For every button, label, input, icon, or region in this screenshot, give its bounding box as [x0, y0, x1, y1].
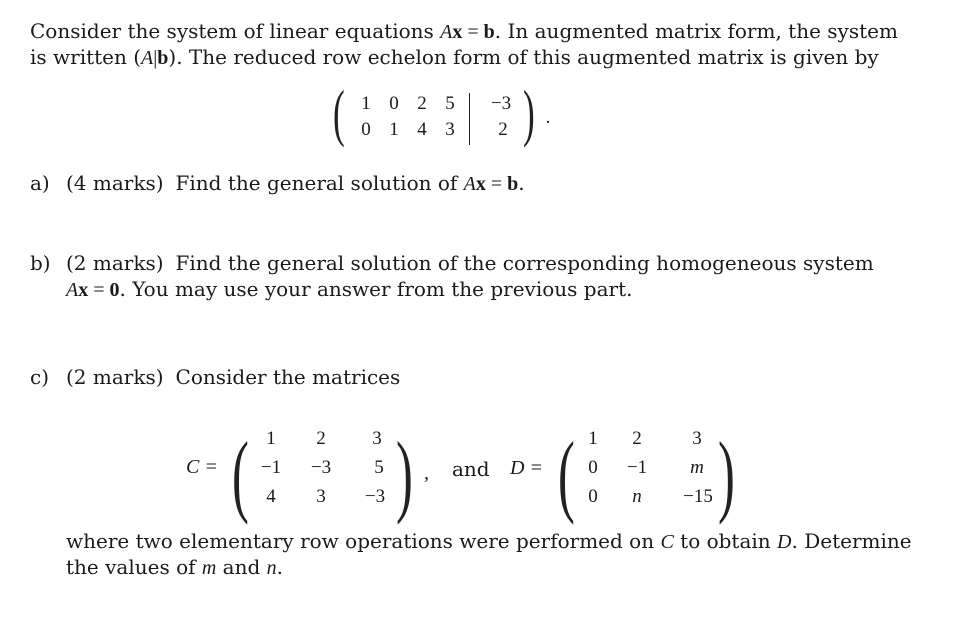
- vector-b-symbol: b: [483, 21, 495, 43]
- left-paren: (: [558, 423, 575, 525]
- intro-text: Consider the system of linear equations: [30, 19, 441, 43]
- zero-vector-symbol: 0: [109, 279, 120, 301]
- vector-x-symbol: x: [78, 279, 89, 301]
- intro-text: ). The reduced row echelon form of this augmented matrix is given by: [168, 45, 879, 69]
- matrix-cell-n: n: [632, 486, 642, 507]
- augment-bar: |: [153, 47, 158, 69]
- matrix-cell-m: m: [690, 457, 704, 478]
- marks: (2 marks): [66, 365, 164, 389]
- matrix-cell: 1: [588, 428, 598, 449]
- matrix-cell: 3: [692, 428, 702, 449]
- period: .: [276, 555, 284, 579]
- equals-sign: =: [485, 173, 508, 195]
- matrix-cell: 4: [266, 486, 276, 507]
- matrix-cell: 0: [361, 119, 371, 140]
- part-label: b): [30, 251, 51, 275]
- matrix-D-symbol: D: [777, 531, 792, 553]
- matrix-period: .: [545, 107, 551, 128]
- left-paren: (: [333, 77, 345, 148]
- matrix-A-symbol: A: [141, 47, 154, 69]
- period: .: [518, 171, 525, 195]
- matrix-cell: −3: [310, 457, 332, 478]
- matrices-c-d: [170, 422, 770, 525]
- augment-divider: [469, 93, 470, 145]
- part-c: [30, 364, 400, 390]
- question-text: where two elementary row operations were performed on: [66, 529, 661, 553]
- equals-sign: =: [462, 21, 484, 43]
- intro-line-1: [30, 18, 898, 45]
- question-text: to obtain: [673, 529, 778, 553]
- question-text: and: [216, 555, 267, 579]
- part-label: c): [30, 365, 50, 389]
- matrix-C-label: C =: [186, 456, 218, 478]
- intro-line-2: [30, 44, 879, 71]
- intro-text: is written (: [30, 45, 142, 69]
- matrix-cell: 3: [372, 428, 382, 449]
- part-c-tail-1: [66, 528, 912, 555]
- matrix-cell: 1: [266, 428, 276, 449]
- question-text: . Determine: [791, 529, 912, 553]
- variable-m: m: [201, 557, 217, 579]
- right-paren: ): [718, 423, 735, 525]
- matrix-cell: −1: [626, 457, 648, 478]
- matrix-cell: 5: [374, 457, 384, 478]
- equals-sign: =: [88, 279, 110, 301]
- part-b: [30, 250, 874, 276]
- matrix-cell: −15: [683, 486, 713, 507]
- question-text: Consider the matrices: [175, 365, 401, 389]
- vector-b-symbol: b: [157, 47, 169, 69]
- augmented-matrix: [333, 77, 563, 149]
- matrix-cell: 1: [361, 93, 371, 114]
- question-text: Find the general solution of: [175, 171, 464, 195]
- matrix-cell: 2: [417, 93, 427, 114]
- matrix-A-symbol: A: [440, 21, 453, 43]
- right-paren: ): [396, 423, 413, 525]
- part-b-line-2: [66, 276, 632, 303]
- vector-b-symbol: b: [507, 173, 519, 195]
- matrix-cell: 0: [389, 93, 399, 114]
- matrix-cell: 2: [498, 119, 508, 140]
- marks: (2 marks): [66, 251, 164, 275]
- question-text: the values of: [66, 555, 202, 579]
- matrix-A-symbol: A: [463, 173, 476, 195]
- matrix-cell: 3: [445, 119, 455, 140]
- matrix-C-symbol: C: [660, 531, 674, 553]
- right-paren: ): [523, 77, 535, 148]
- variable-n: n: [266, 557, 277, 579]
- matrix-A-symbol: A: [66, 279, 79, 301]
- matrix-cell: 4: [417, 119, 427, 140]
- intro-text: . In augmented matrix form, the system: [494, 19, 898, 43]
- part-label: a): [30, 171, 50, 195]
- matrix-cell: −1: [260, 457, 282, 478]
- vector-x-symbol: x: [452, 21, 463, 43]
- matrix-cell: 2: [316, 428, 326, 449]
- matrix-cell: 0: [588, 457, 598, 478]
- comma: ,: [424, 462, 429, 484]
- matrix-cell: 1: [389, 119, 399, 140]
- question-text: . You may use your answer from the previous part.: [119, 277, 633, 301]
- matrix-cell: 2: [632, 428, 642, 449]
- question-text: Find the general solution of the corresponding homogeneous system: [175, 251, 874, 275]
- vector-x-symbol: x: [475, 173, 486, 195]
- and-text: and: [452, 457, 490, 481]
- marks: (4 marks): [66, 171, 164, 195]
- part-c-tail-2: [66, 554, 283, 581]
- left-paren: (: [232, 423, 249, 525]
- matrix-cell: 3: [316, 486, 326, 507]
- matrix-cell: −3: [490, 93, 512, 114]
- matrix-cell: 0: [588, 486, 598, 507]
- matrix-cell: 5: [445, 93, 455, 114]
- matrix-cell: −3: [364, 486, 386, 507]
- matrix-D-label: D =: [510, 457, 543, 479]
- part-a: [30, 170, 525, 197]
